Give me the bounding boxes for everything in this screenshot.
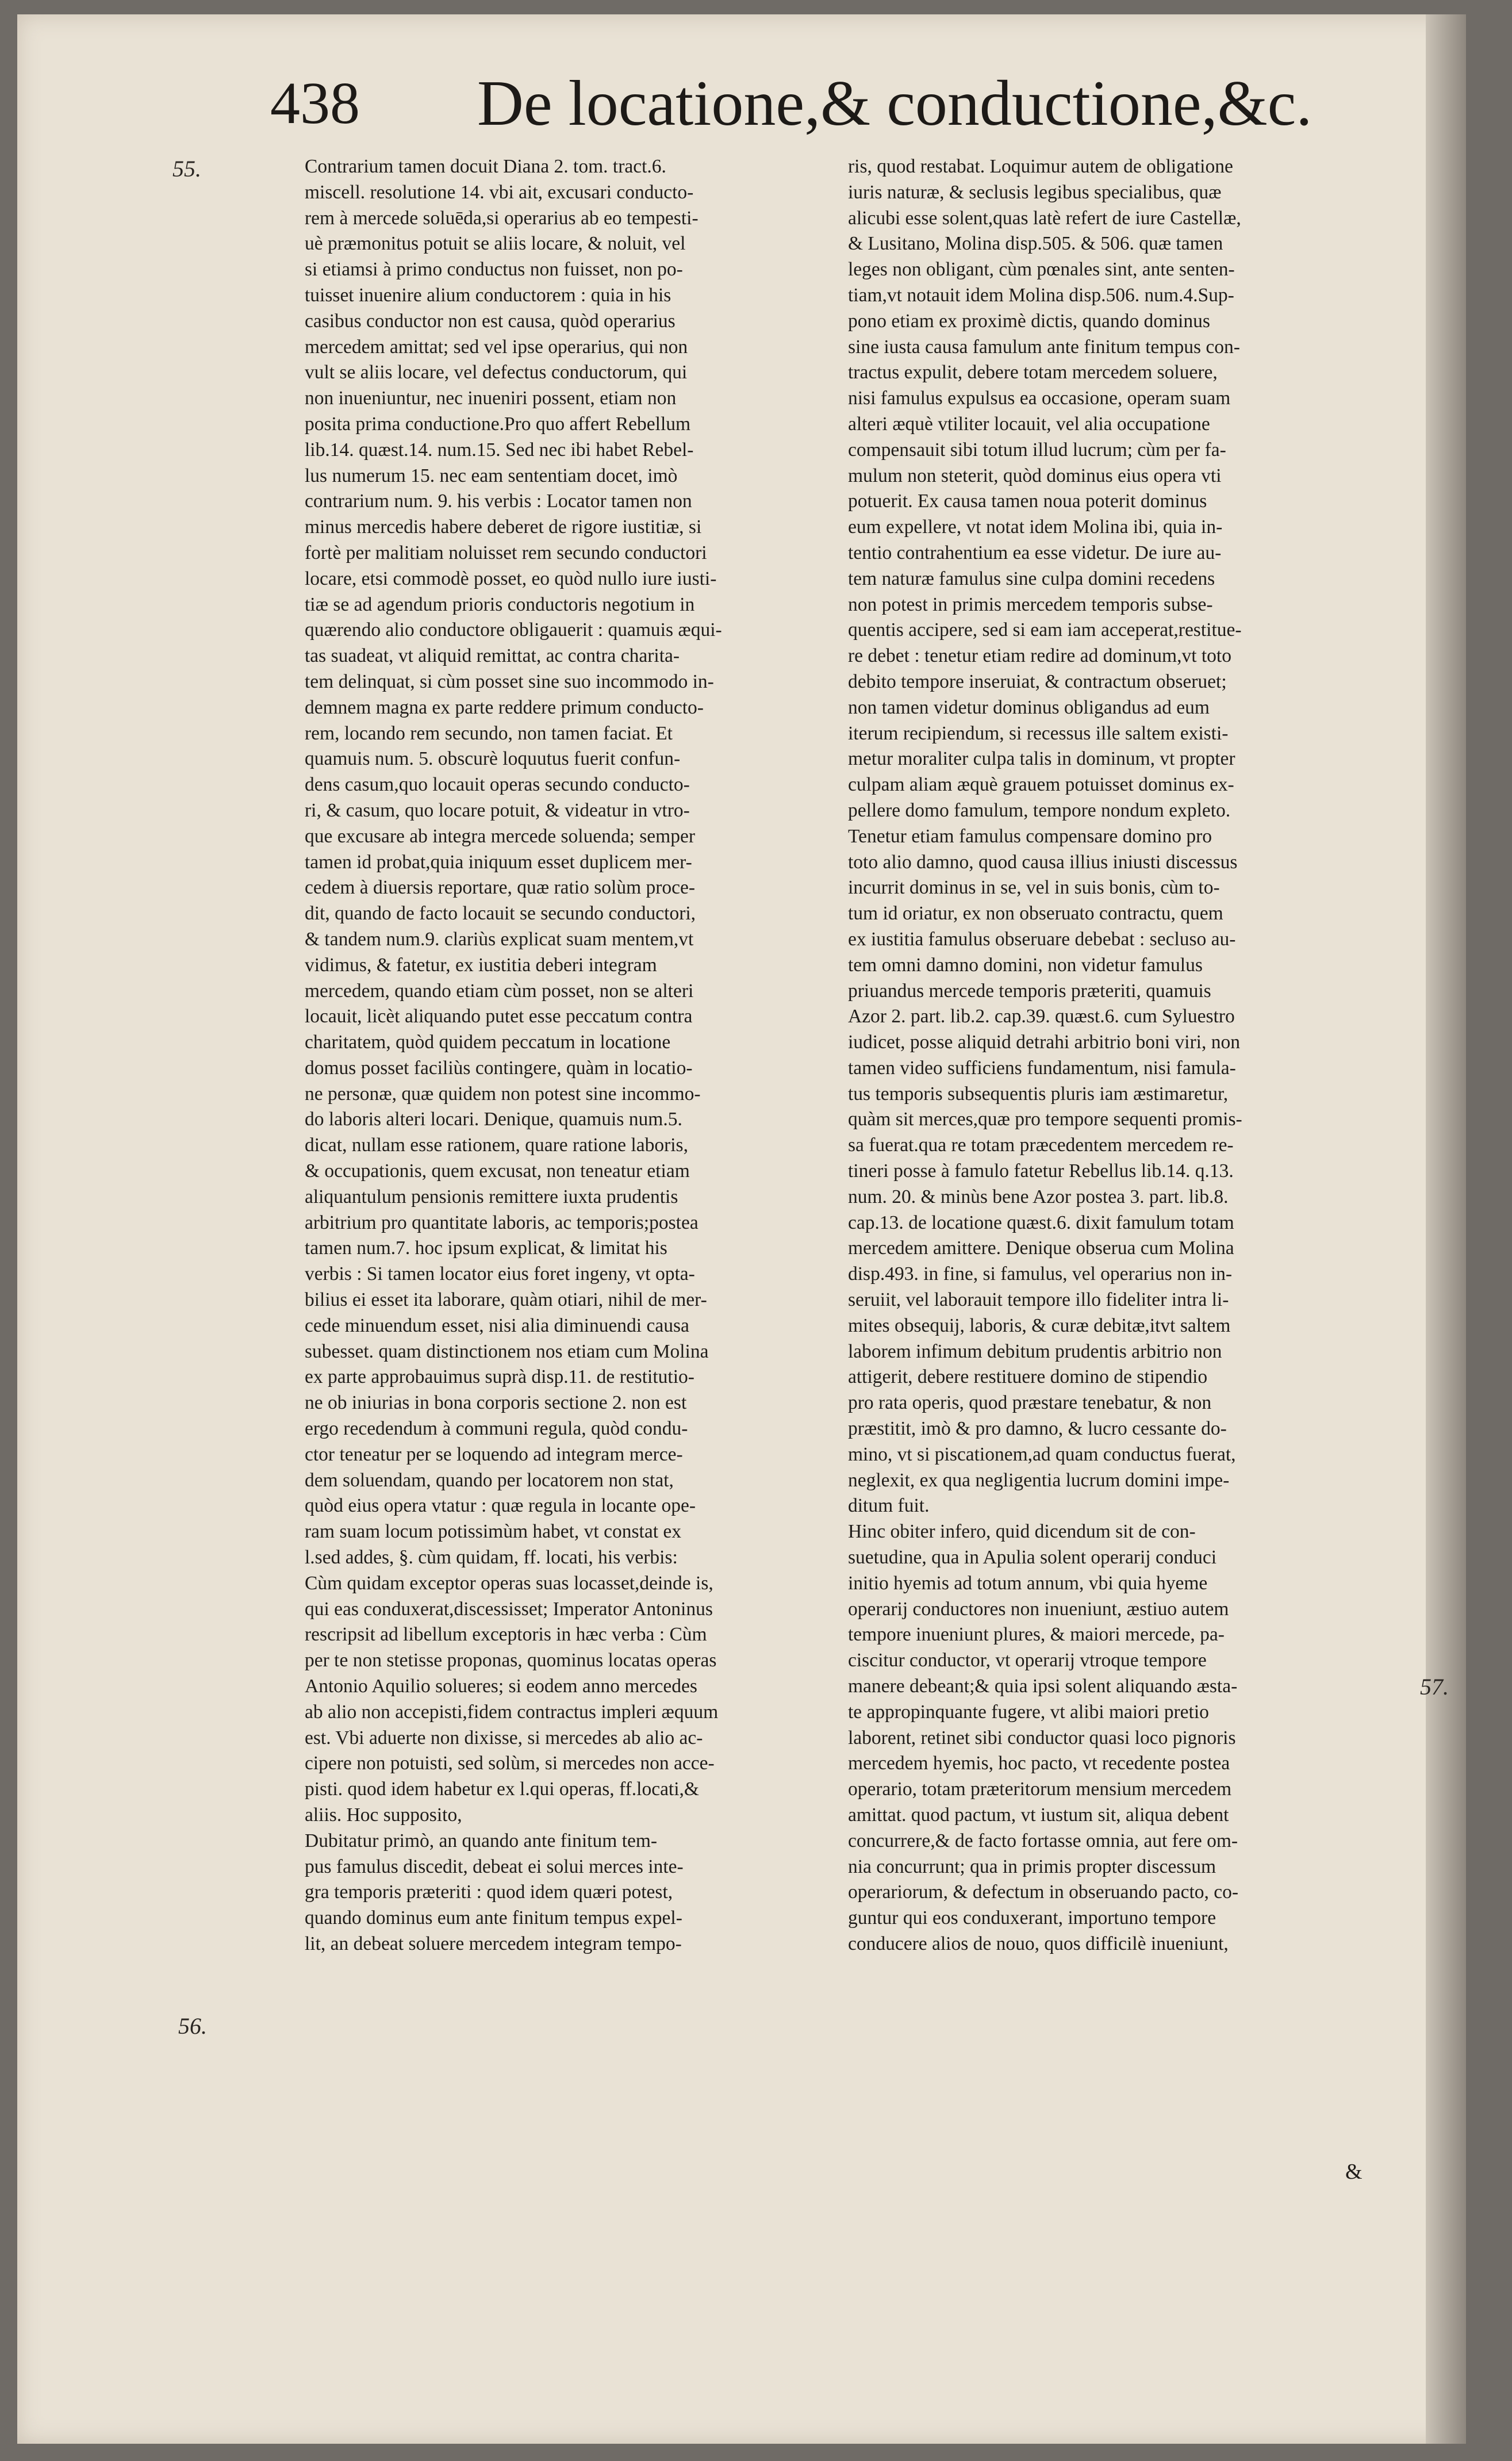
text-line: pono etiam ex proximè dictis, quando dominus bbox=[848, 310, 1210, 332]
page-gutter-shadow bbox=[1426, 14, 1466, 2444]
text-line: tiam,vt notauit idem Molina disp.506. num.4.Sup- bbox=[848, 284, 1234, 306]
text-line: & Lusitano, Molina disp.505. & 506. quæ tamen bbox=[848, 233, 1223, 255]
text-line: operariorum, & defectum in obseruando pacto, co- bbox=[848, 1881, 1239, 1903]
text-line: iterum recipiendum, si recessus ille saltem existi- bbox=[848, 722, 1229, 744]
text-line: Tenetur etiam famulus compensare domino pro bbox=[848, 825, 1212, 847]
text-line: conducere alios de nouo, quos difficilè inueniunt, bbox=[848, 1933, 1229, 1954]
text-line: quàm sit merces,quæ pro tempore sequenti promis- bbox=[848, 1109, 1242, 1130]
text-line: cede minuendum esset, nisi alia diminuendi causa bbox=[305, 1314, 689, 1336]
text-line: dit, quando de facto locauit se secundo conductori, bbox=[305, 903, 696, 925]
page-number: 438 bbox=[270, 70, 360, 136]
text-line: cedem à diuersis reportare, quæ ratio solùm proce- bbox=[305, 877, 696, 899]
text-line: laborem infimum debitum prudentis arbitrio non bbox=[848, 1340, 1222, 1362]
text-line: tum id oriatur, ex non obseruato contractu, quem bbox=[848, 903, 1223, 925]
text-line: ne personæ, quæ quidem non potest sine incommo- bbox=[305, 1083, 701, 1105]
left-text-column bbox=[305, 154, 822, 1957]
text-line: tem omni damno domini, non videtur famulus bbox=[848, 954, 1203, 976]
text-line: attigerit, debere restituere domino de stipendio bbox=[848, 1366, 1208, 1388]
text-line: contrarium num. 9. his verbis : Locator tamen non bbox=[305, 490, 692, 512]
text-line: qui eas conduxerat,discessisset; Imperator Antoninus bbox=[305, 1598, 713, 1620]
text-line: tas suadeat, vt aliquid remittat, ac contra charita- bbox=[305, 645, 680, 667]
text-line: operario, totam præteritorum mensium mercedem bbox=[848, 1778, 1232, 1800]
text-line: aliquantulum pensionis remittere iuxta prudentis bbox=[305, 1186, 678, 1208]
text-line: que excusare ab integra mercede soluenda; semper bbox=[305, 825, 695, 847]
text-line: miscell. resolutione 14. vbi ait, excusari conducto- bbox=[305, 181, 694, 203]
text-line: quamuis num. 5. obscurè loquutus fuerit confun- bbox=[305, 748, 681, 770]
text-line: do laboris alteri locari. Denique, quamuis num.5. bbox=[305, 1109, 682, 1130]
marginal-number-57: 57. bbox=[1420, 1674, 1449, 1700]
text-line: priuandus mercede temporis præteriti, quamuis bbox=[848, 980, 1211, 1002]
text-line: tiæ se ad agendum prioris conductoris negotium in bbox=[305, 593, 695, 615]
text-line: tem naturæ famulus sine culpa domini recedens bbox=[848, 568, 1215, 589]
text-line: ri, & casum, quo locare potuit, & videatur in vtro- bbox=[305, 799, 690, 821]
text-line: quærendo alio conductore obligauerit : quamuis æqui- bbox=[305, 619, 722, 641]
text-line: præstitit, imò & pro damno, & lucro cessante do- bbox=[848, 1418, 1227, 1440]
text-line: mercedem amittere. Denique obserua cum Molina bbox=[848, 1237, 1234, 1259]
text-line: & occupationis, quem excusat, non teneatur etiam bbox=[305, 1160, 690, 1182]
text-line: Hinc obiter infero, quid dicendum sit de con- bbox=[848, 1521, 1196, 1543]
text-line: dicat, nullam esse rationem, quare ratione laboris, bbox=[305, 1134, 688, 1156]
text-line: tamen num.7. hoc ipsum explicat, & limitat his bbox=[305, 1237, 667, 1259]
text-line: suetudine, qua in Apulia solent operarij conduci bbox=[848, 1547, 1216, 1569]
text-line: per te non stetisse proponas, quominus locatas operas bbox=[305, 1650, 717, 1672]
text-line: Antonio Aquilio solueres; si eodem anno mercedes bbox=[305, 1676, 697, 1697]
text-line: tamen video sufficiens fundamentum, nisi famula- bbox=[848, 1057, 1236, 1079]
text-line: ab alio non accepisti,fidem contractus impleri æquum bbox=[305, 1701, 719, 1723]
text-line: rescripsit ad libellum exceptoris in hæc verba : Cùm bbox=[305, 1624, 707, 1646]
text-line: potuerit. Ex causa tamen noua poterit dominus bbox=[848, 490, 1207, 512]
text-line: disp.493. in fine, si famulus, vel operarius non in- bbox=[848, 1263, 1233, 1285]
text-line: mercedem hyemis, hoc pacto, vt recedente postea bbox=[848, 1753, 1230, 1774]
text-line: cipere non potuisti, sed solùm, si mercedes non acce- bbox=[305, 1753, 715, 1774]
text-line: operarij conductores non inueniunt, æstiuo autem bbox=[848, 1598, 1229, 1620]
text-line: tus temporis subsequentis pluris iam æstimaretur, bbox=[848, 1083, 1229, 1105]
text-line: quando dominus eum ante finitum tempus expel- bbox=[305, 1907, 682, 1929]
text-line: verbis : Si tamen locator eius foret ingeny, vt opta- bbox=[305, 1263, 695, 1285]
text-line: si etiamsi à primo conductus non fuisset, non po- bbox=[305, 259, 683, 281]
text-line: dens casum,quo locauit operas secundo conducto- bbox=[305, 774, 690, 796]
text-line: alicubi esse solent,quas latè refert de iure Castellæ, bbox=[848, 207, 1241, 229]
text-line: sine iusta causa famulum ante finitum tempus con- bbox=[848, 336, 1240, 358]
text-line: ex iustitia famulus obseruare debebat : secluso au- bbox=[848, 928, 1236, 950]
text-line: toto alio damno, quod causa illius iniusti discessus bbox=[848, 851, 1238, 873]
text-line: re debet : tenetur etiam redire ad dominum,vt toto bbox=[848, 645, 1231, 667]
text-line: gra temporis præteriti : quod idem quæri potest, bbox=[305, 1881, 673, 1903]
text-line: incurrit dominus in se, vel in suis bonis, cùm to- bbox=[848, 877, 1220, 899]
text-line: te appropinquante fugere, vt alibi maiori pretio bbox=[848, 1701, 1209, 1723]
text-line: pro rata operis, quod præstare tenebatur, & non bbox=[848, 1392, 1212, 1414]
text-line: mercedem amittat; sed vel ipse operarius, qui non bbox=[305, 336, 688, 358]
text-line: charitatem, quòd quidem peccatum in locatione bbox=[305, 1032, 671, 1053]
text-line: Contrarium tamen docuit Diana 2. tom. tract.6. bbox=[305, 156, 666, 177]
text-line: minus mercedis habere deberet de rigore iustitiæ, si bbox=[305, 516, 702, 538]
page-header bbox=[270, 66, 1391, 147]
text-line: rem, locando rem secundo, non tamen faciat. Et bbox=[305, 722, 673, 744]
text-line: eum expellere, vt notat idem Molina ibi, quia in- bbox=[848, 516, 1223, 538]
text-line: rem à mercede soluēda,si operarius ab eo tempesti- bbox=[305, 207, 699, 229]
text-line: arbitrium pro quantitate laboris, ac temporis;postea bbox=[305, 1212, 699, 1233]
text-line: ex parte approbauimus suprà disp.11. de restitutio- bbox=[305, 1366, 694, 1388]
text-line: mino, vt si piscationem,ad quam conductus fuerat, bbox=[848, 1443, 1236, 1465]
text-line: quòd eius opera vtatur : quæ regula in locante ope- bbox=[305, 1495, 696, 1517]
text-line: non potest in primis mercedem temporis subse- bbox=[848, 593, 1213, 615]
text-line: nia concurrunt; qua in primis propter discessum bbox=[848, 1856, 1216, 1877]
text-line: leges non obligant, cùm pœnales sint, ante senten- bbox=[848, 259, 1235, 281]
text-line: ditum fuit. bbox=[848, 1495, 930, 1517]
text-line: pellere domo famulum, tempore nondum expleto. bbox=[848, 799, 1231, 821]
text-line: uè præmonitus potuit se aliis locare, & noluit, vel bbox=[305, 233, 686, 255]
text-line: guntur qui eos conduxerant, importuno tempore bbox=[848, 1907, 1216, 1929]
text-line: tineri posse à famulo fatetur Rebellus lib.14. q.13. bbox=[848, 1160, 1234, 1182]
text-line: & tandem num.9. clariùs explicat suam mentem,vt bbox=[305, 928, 694, 950]
text-line: tuisset inuenire alium conductorem : quia in his bbox=[305, 284, 671, 306]
text-line: quentis accipere, sed si eam iam acceperat,restitue- bbox=[848, 619, 1242, 641]
text-line: Cùm quidam exceptor operas suas locasset,deinde is, bbox=[305, 1572, 713, 1594]
text-line: locare, etsi commodè posset, eo quòd nullo iure iusti- bbox=[305, 568, 717, 589]
text-line: sa fuerat.qua re totam præcedentem mercedem re- bbox=[848, 1134, 1234, 1156]
text-line: amittat. quod pactum, vt iustum sit, aliqua debent bbox=[848, 1804, 1229, 1826]
right-text-column bbox=[848, 154, 1388, 1957]
text-line: iudicet, posse aliquid detrahi arbitrio boni viri, non bbox=[848, 1032, 1240, 1053]
text-line: Dubitatur primò, an quando ante finitum tem- bbox=[305, 1830, 658, 1851]
text-line: pus famulus discedit, debeat ei solui merces inte- bbox=[305, 1856, 684, 1877]
text-line: tamen id probat,quia iniquum esset duplicem mer- bbox=[305, 851, 692, 873]
text-line: Azor 2. part. lib.2. cap.39. quæst.6. cum Syluestro bbox=[848, 1006, 1235, 1028]
text-line: posita prima conductione.Pro quo affert Rebellum bbox=[305, 413, 691, 435]
text-line: concurrere,& de facto fortasse omnia, aut fere om- bbox=[848, 1830, 1238, 1851]
text-line: domus posset faciliùs contingere, quàm in locatio- bbox=[305, 1057, 693, 1079]
text-line: casibus conductor non est causa, quòd operarius bbox=[305, 310, 676, 332]
text-line: vidimus, & fatetur, ex iustitia deberi integram bbox=[305, 954, 657, 976]
text-line: tentio contrahentium ea esse videtur. De iure au- bbox=[848, 542, 1222, 564]
text-line: ne ob iniurias in bona corporis sectione 2. non est bbox=[305, 1392, 687, 1414]
text-line: debito tempore inseruiat, & contractum obseruet; bbox=[848, 670, 1227, 692]
text-line: seruiit, vel laborauit tempore illo fideliter intra li- bbox=[848, 1289, 1229, 1311]
text-line: tractus expulit, debere totam mercedem soluere, bbox=[848, 362, 1218, 384]
text-line: ris, quod restabat. Loquimur autem de obligatione bbox=[848, 156, 1233, 177]
text-line: lit, an debeat soluere mercedem integram tempo- bbox=[305, 1933, 682, 1954]
text-line: alteri æquè vtiliter locauit, vel alia occupatione bbox=[848, 413, 1210, 435]
text-line: initio hyemis ad totum annum, vbi quia hyeme bbox=[848, 1572, 1208, 1594]
text-line: subesset. quam distinctionem nos etiam cum Molina bbox=[305, 1340, 709, 1362]
text-line: cap.13. de locatione quæst.6. dixit famulum totam bbox=[848, 1212, 1234, 1233]
marginal-number-56: 56. bbox=[178, 2013, 207, 2039]
text-line: tempore inueniunt plures, & maiori mercede, pa- bbox=[848, 1624, 1225, 1646]
text-line: lus numerum 15. nec eam sententiam docet, imò bbox=[305, 465, 678, 486]
marginal-number-55: 55. bbox=[172, 156, 201, 182]
text-line: manere debeant;& quia ipsi solent aliquando æsta- bbox=[848, 1676, 1238, 1697]
text-line: ctor teneatur per se loquendo ad integram merce- bbox=[305, 1443, 683, 1465]
text-line: non inueniuntur, nec inueniri possent, etiam non bbox=[305, 388, 677, 409]
text-line: non tamen videtur dominus obligandus ad eum bbox=[848, 696, 1210, 718]
text-line: tem delinquat, si cùm posset sine suo incommodo in- bbox=[305, 670, 714, 692]
text-line: ergo recedendum à communi regula, quòd condu- bbox=[305, 1418, 688, 1440]
text-line: num. 20. & minùs bene Azor postea 3. part. lib.8. bbox=[848, 1186, 1229, 1208]
text-line: nisi famulus expulsus ea occasione, operam suam bbox=[848, 388, 1231, 409]
text-line: locauit, licèt aliquando putet esse peccatum contra bbox=[305, 1006, 693, 1028]
text-line: neglexit, ex qua negligentia lucrum domini impe- bbox=[848, 1469, 1230, 1491]
text-line: compensauit sibi totum illud lucrum; cùm per fa- bbox=[848, 439, 1226, 461]
text-line: mercedem, quando etiam cùm posset, non se alteri bbox=[305, 980, 694, 1002]
text-line: est. Vbi aduerte non dixisse, si mercedes ab alio ac- bbox=[305, 1727, 703, 1749]
text-line: l.sed addes, §. cùm quidam, ff. locati, his verbis: bbox=[305, 1547, 678, 1569]
text-line: mulum non steterit, quòd dominus eius opera vti bbox=[848, 465, 1222, 486]
text-line: culpam aliam æquè grauem potuisset dominus ex- bbox=[848, 774, 1234, 796]
text-line: pisti. quod idem habetur ex l.qui operas, ff.locati,& bbox=[305, 1778, 699, 1800]
text-line: dem soluendam, quando per locatorem non stat, bbox=[305, 1469, 674, 1491]
text-line: vult se aliis locare, vel defectus conductorum, qui bbox=[305, 362, 688, 384]
text-line: fortè per malitiam noluisset rem secundo conductori bbox=[305, 542, 707, 564]
text-line: bilius ei esset ita laborare, quàm otiari, nihil de mer- bbox=[305, 1289, 707, 1311]
text-line: demnem magna ex parte reddere primum conducto- bbox=[305, 696, 704, 718]
text-line: metur moraliter culpa talis in dominum, vt propter bbox=[848, 748, 1235, 770]
text-line: laborent, retinet sibi conductor quasi loco pignoris bbox=[848, 1727, 1236, 1749]
text-line: mites obsequij, laboris, & curæ debitæ,itvt saltem bbox=[848, 1314, 1231, 1336]
running-title: De locatione,& conductione,&c. bbox=[477, 68, 1313, 139]
text-line: ciscitur conductor, vt operarij vtroque tempore bbox=[848, 1650, 1207, 1672]
catchword: & bbox=[1345, 2160, 1363, 2184]
text-line: ram suam locum potissimùm habet, vt constat ex bbox=[305, 1521, 682, 1543]
text-line: aliis. Hoc supposito, bbox=[305, 1804, 462, 1826]
text-line: iuris naturæ, & seclusis legibus specialibus, quæ bbox=[848, 181, 1222, 203]
text-line: lib.14. quæst.14. num.15. Sed nec ibi habet Rebel- bbox=[305, 439, 694, 461]
